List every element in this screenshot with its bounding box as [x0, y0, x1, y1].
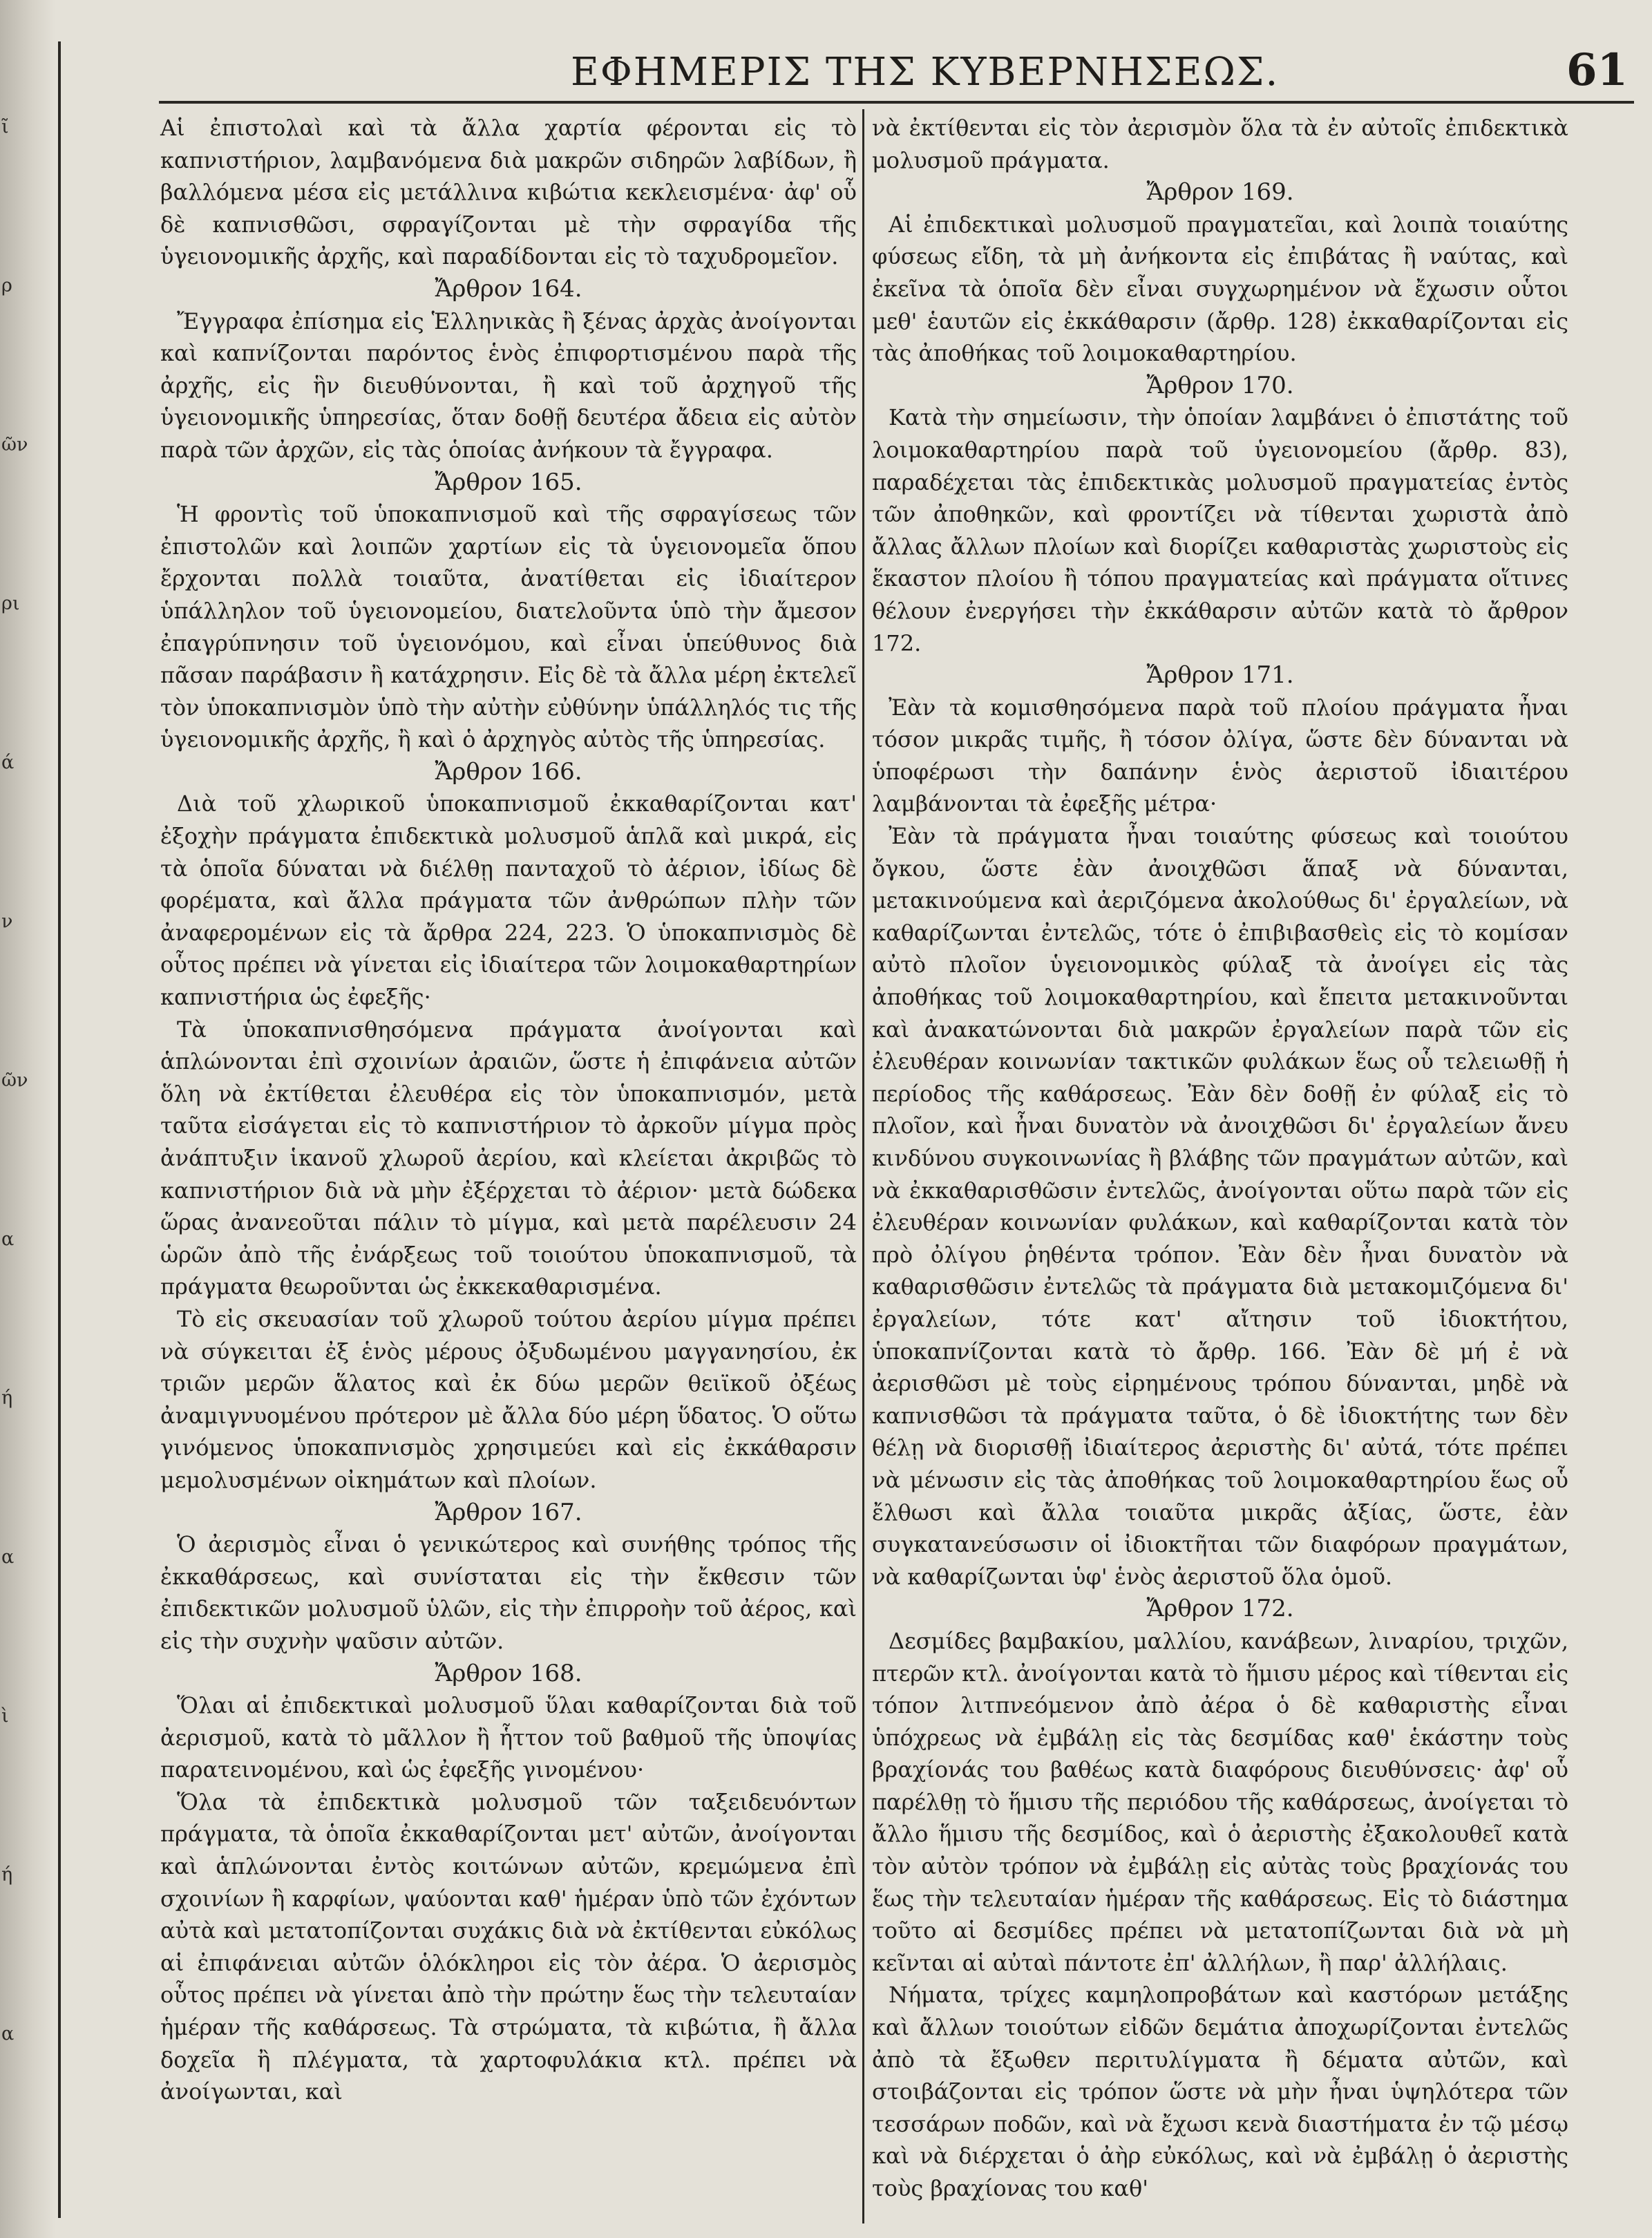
spine-fragment: ά [1, 752, 15, 773]
spine-fragment: ῖ [1, 116, 9, 137]
spine-fragment: α [1, 2023, 15, 2045]
article-heading: Ἄρθρον 171. [1146, 661, 1294, 690]
spine-fragment: ν [1, 911, 13, 932]
article-heading: Ἄρθρον 169. [1146, 178, 1294, 207]
paragraph: Ἔγγραφα ἐπίσημα εἰς Ἑλληνικὰς ἢ ξένας ἀρχὰς ἀνοίγονται καὶ καπνίζονται παρόντος ἑνὸς ἐπιφορτισμένου παρὰ τῆς ἀρχῆς, εἰς ἣν διευθύνονται, ἢ καὶ τοῦ ἀρχηγοῦ τῆς ὑγειονομικῆς ὑπηρεσίας, ὅταν δοθῇ δευτέρα ἄδεια εἰς αὐτὸν παρὰ τῶν ἀρχῶν, εἰς τὰς ὁποίας ἀνήκουν τὰ ἔγγραφα. [160, 307, 857, 463]
article-heading: Ἄρθρον 164. [435, 274, 582, 303]
paragraph: Ὁ ἀερισμὸς εἶναι ὁ γενικώτερος καὶ συνήθης τρόπος τῆς ἐκκαθάρσεως, καὶ συνίσταται εἰς τὴν ἔκθεσιν τῶν ἐπιδεκτικῶν μολυσμοῦ ὑλῶν, εἰς τὴν ἐπιρροὴν τοῦ ἀέρος, καὶ εἰς τὴν συχνὴν ψαῦσιν αὐτῶν. [160, 1531, 857, 1654]
page-number: 61 [1566, 44, 1628, 96]
paragraph: Ὅλα τὰ ἐπιδεκτικὰ μολυσμοῦ τῶν ταξειδευόντων πράγματα, τὰ ὁποῖα ἐκκαθαρίζονται μετ' αὐτῶν, ἀνοίγονται καὶ ἁπλώνονται ἐντὸς κοιτώνων αὐτῶν, κρεμώμενα ἐπὶ σχοινίων ἢ καρφίων, ψαύονται καθ' ἡμέραν ὑπὸ τῶν ἐχόντων αὐτὰ καὶ μετατοπίζονται συχάκις διὰ νὰ ἐκτίθενται εὐκόλως αἱ ἐπιφάνειαι αὐτῶν ὁλόκληροι εἰς τὸν ἀέρα. Ὁ ἀερισμὸς οὗτος πρέπει νὰ γίνεται ἀπὸ τὴν πρώτην ἕως τὴν τελευταίαν ἡμέραν τῆς καθάρσεως. Τὰ στρώματα, τὰ κιβώτια, ἢ ἄλλα δοχεῖα ἢ πλέγματα, τὰ χαρτοφυλάκια κτλ. πρέπει νὰ ἀνοίγωνται, καὶ [160, 1788, 857, 2105]
article-heading: Ἄρθρον 172. [1146, 1595, 1294, 1623]
left-column [160, 112, 857, 2108]
page-title: ΕΦΗΜΕΡΙΣ ΤΗΣ ΚΥΒΕΡΝΗΣΕΩΣ. [571, 50, 1280, 95]
spine-fragment: α [1, 1229, 15, 1250]
spine-fragment: ὶ [1, 1705, 9, 1727]
paragraph: Δεσμίδες βαμβακίου, μαλλίου, κανάβεων, λιναρίου, τριχῶν, πτερῶν κτλ. ἀνοίγονται κατὰ τὸ ἥμισυ μέρος καὶ τίθενται εἰς τόπον λιτπνεόμενον ἀπὸ ἀέρα ὁ δὲ καθαριστὴς εἶναι ὑπόχρεως νὰ ἐμβάλῃ εἰς τὰς δεσμίδας καθ' ἑκάστην τοὺς βραχίονάς του βαθέως κατὰ διαφόρους διευθύνσεις· ἀφ' οὗ παρέλθῃ τὸ ἥμισυ τῆς περιόδου τῆς καθάρσεως, ἀνοίγεται τὸ ἄλλο ἥμισυ τῆς δεσμίδος, καὶ ὁ ἀεριστὴς ἐξακολουθεῖ κατὰ τὸν αὐτὸν τρόπον νὰ ἐμβάλῃ εἰς αὐτὰς τοὺς βραχίονάς του ἕως τὴν τελευταίαν ἡμέραν τῆς καθάρσεως. Εἰς τὸ διάστημα τοῦτο αἱ δεσμίδες πρέπει νὰ μετατοπίζωνται διὰ νὰ μὴ κεῖνται αἱ αὐταὶ πάντοτε ἐπ' ἀλλήλων, ἢ παρ' ἀλλήλαις. [872, 1627, 1568, 1976]
spine-rule [58, 41, 61, 2218]
article-heading: Ἄρθρον 170. [1146, 371, 1294, 399]
spine-fragment: ρ [1, 275, 12, 296]
paragraph: Διὰ τοῦ χλωρικοῦ ὑποκαπνισμοῦ ἐκκαθαρίζονται κατ' ἐξοχὴν πράγματα ἐπιδεκτικὰ μολυσμοῦ ἁπλᾶ καὶ μικρά, εἰς τὰ ὁποῖα δύναται νὰ διέλθῃ πανταχοῦ τὸ ἀέριον, ἰδίως δὲ φορέματα, καὶ ἄλλα πράγματα τῶν ἀνθρώπων πλὴν τῶν ἀναφερομένων εἰς τὰ ἄρθρα 224, 223. Ὁ ὑποκαπνισμὸς δὲ οὗτος πρέπει νὰ γίνεται εἰς ἰδιαίτερα τῶν λοιμοκαθαρτηρίων καπνιστήρια ὡς ἐφεξῆς· [160, 790, 857, 1011]
article-heading: Ἄρθρον 167. [435, 1498, 582, 1526]
spine-fragment: α [1, 1546, 15, 1568]
book-spine [0, 0, 55, 2238]
page-header [66, 35, 1635, 101]
spine-fragment: ῶν [1, 434, 28, 455]
article-heading: Ἄρθρον 165. [435, 468, 582, 496]
paragraph: Ἡ φροντὶς τοῦ ὑποκαπνισμοῦ καὶ τῆς σφραγίσεως τῶν ἐπιστολῶν καὶ λοιπῶν χαρτίων εἰς τὰ ὑγειονομεῖα ὅπου ἔρχονται πολλὰ τοιαῦτα, ἀνατίθεται εἰς ἰδιαίτερον ὑπάλληλον τοῦ ὑγειονομείου, διατελοῦντα ὑπὸ τὴν ἄμεσον ἐπαγρύπνησιν τοῦ ὑγειονόμου, καὶ εἶναι ὑπεύθυνος διὰ πᾶσαν παράβασιν ἢ κατάχρησιν. Εἰς δὲ τὰ ἄλλα μέρη ἐκτελεῖ τὸν ὑποκαπνισμὸν ὑπὸ τὴν αὐτὴν εὐθύνην ὑπάλληλός τις τῆς ὑγειονομικῆς ἀρχῆς, ἢ καὶ ὁ ἀρχηγὸς αὐτὸς τῆς ὑπηρεσίας. [160, 501, 857, 753]
paragraph: νὰ ἐκτίθενται εἰς τὸν ἀερισμὸν ὅλα τὰ ἐν αὐτοῖς ἐπιδεκτικὰ μολυσμοῦ πράγματα. [872, 115, 1568, 173]
paragraph: Νήματα, τρίχες καμηλοπροβάτων καὶ καστόρων μετάξης καὶ ἄλλων τοιούτων εἰδῶν δεμάτια ἀποχωρίζονται ἐντελῶς ἀπὸ τὰ ἔξωθεν περιτυλίγματα ἢ δέματα αὐτῶν, καὶ στοιβάζονται εἰς τρόπον ὥστε νὰ μὴν ἦναι ὑψηλότερα τῶν τεσσάρων ποδῶν, καὶ νὰ ἔχωσι κενὰ διαστήματα ἐν τῷ μέσῳ καὶ νὰ διέρχεται ὁ ἀὴρ εὐκόλως, καὶ νὰ ἐμβάλῃ ὁ ἀεριστὴς τοὺς βραχίονας του καθ' [872, 1982, 1568, 2201]
paragraph: Ὅλαι αἱ ἐπιδεκτικαὶ μολυσμοῦ ὕλαι καθαρίζονται διὰ τοῦ ἀερισμοῦ, κατὰ τὸ μᾶλλον ἢ ἧττον τοῦ βαθμοῦ τῆς ὑποψίας παρατεινομένου, καὶ ὡς ἐφεξῆς γινομένου· [160, 1692, 857, 1783]
paragraph: Τὸ εἰς σκευασίαν τοῦ χλωροῦ τούτου ἀερίου μίγμα πρέπει νὰ σύγκειται ἐξ ἑνὸς μέρους ὀξυδωμένου μαγγανησίου, ἐκ τριῶν μερῶν ἅλατος καὶ ἐκ δύω μερῶν θειϊκοῦ ὀξέως ἀναμιγνυομένου πρότερον μὲ ἄλλα δύο μέρη ὕδατος. Ὁ οὕτω γινόμενος ὑποκαπνισμὸς χρησιμεύει καὶ εἰς ἐκκάθαρσιν μεμολυσμένων οἰκημάτων καὶ πλοίων. [160, 1305, 857, 1493]
paragraph: Ἐὰν τὰ πράγματα ἦναι τοιαύτης φύσεως καὶ τοιούτου ὄγκου, ὥστε ἐὰν ἀνοιχθῶσι ἅπαξ νὰ δύνανται, μετακινούμενα καὶ ἀεριζόμενα ἀκολούθως δι' ἐργαλείων, νὰ καθαρίζωνται ἐντελῶς, τότε ὁ ἐπιβιβασθεὶς εἰς τὸ κομίσαν αὐτὸ πλοῖον ὑγειονομικὸς φύλαξ τὰ ἀνοίγει εἰς τὰς ἀποθήκας τοῦ λοιμοκαθαρτηρίου, καὶ ἔπειτα μετακινοῦνται καὶ ἀνακατώνονται διὰ μακρῶν ἐργαλείων παρὰ τῶν εἰς ἐλευθέραν κοινωνίαν τακτικῶν φυλάκων ἕως οὗ τελειωθῇ ἡ περίοδος τῆς καθάρσεως. Ἐὰν δὲν δοθῇ ἐν φύλαξ εἰς τὸ πλοῖον, καὶ ἦναι δυνατὸν νὰ ἀνοιχθῶσι δι' ἐργαλείων ἄνευ κινδύνου συγκοινωνίας ἢ βλάβης τῶν πραγμάτων αὐτῶν, καὶ νὰ ἐκκαθαρισθῶσιν ἐντελῶς, ἀνοίγονται οὕτω παρὰ τῶν εἰς ἐλευθέραν κοινωνίαν φυλάκων, καὶ καθαρίζονται κατὰ τὸν πρὸ ὀλίγου ῥηθέντα τρόπον. Ἐὰν δὲν ἦναι δυνατὸν νὰ καθαρισθῶσιν ἐντελῶς τὰ πράγματα διὰ μετακομιζόμενα δι' ἐργαλείων, τότε κατ' αἴτησιν τοῦ ἰδιοκτήτου, ὑποκαπνίζονται κατὰ τὸ ἄρθρ. 166. Ἐὰν δὲ μή ἐ νὰ ἀερισθῶσι μὲ τοὺς εἰρημένους τρόπου δύνανται, μηδὲ νὰ καπνισθῶσι τὰ πράγματα ταῦτα, ὁ δὲ ἰδιοκτήτης των δὲν θέλῃ νὰ διορισθῇ ἰδιαίτερος ἀεριστὴς δι' αὐτά, τότε πρέπει νὰ μένωσιν εἰς τὰς ἀποθήκας τοῦ λοιμοκαθαρτηρίου ἕως οὗ ἔλθωσι καὶ ἄλλα τοιαῦτα μικρᾶς ἀξίας, ὥστε, ἐὰν συγκατανεύσωσιν οἱ ἰδιοκτῆται τῶν διαφόρων πραγμάτων, νὰ καθαρίζωνται ὑφ' ἑνὸς ἀεριστοῦ ὅλα ὁμοῦ. [872, 823, 1568, 1590]
paragraph: Αἱ ἐπιστολαὶ καὶ τὰ ἄλλα χαρτία φέρονται εἰς τὸ καπνιστήριον, λαμβανόμενα διὰ μακρῶν σιδηρῶν λαβίδων, ἢ βαλλόμενα μέσα εἰς μετάλλινα κιβώτια κεκλεισμένα· ἀφ' οὗ δὲ καπνισθῶσι, σφραγίζονται μὲ τὴν σφραγίδα τῆς ὑγειονομικῆς ἀρχῆς, καὶ παραδίδονται εἰς τὸ ταχυδρομεῖον. [160, 115, 857, 270]
paragraph: Τὰ ὑποκαπνισθησόμενα πράγματα ἀνοίγονται καὶ ἁπλώνονται ἐπὶ σχοινίων ἀραιῶν, ὥστε ἡ ἐπιφάνεια αὐτῶν ὅλη νὰ ἐκτίθεται ἐλευθέρα εἰς τὸν ὑποκαπνισμόν, μετὰ ταῦτα εἰσάγεται εἰς τὸ καπνιστήριον τὸ ἀρκοῦν μίγμα πρὸς ἀνάπτυξιν ἱκανοῦ χλωροῦ ἀερίου, καὶ κλείεται ἀκριβῶς τὸ καπνιστήριον διὰ νὰ μὴν ἐξέρχεται τὸ ἀέριον· μετὰ δώδεκα ὥρας ἀνανεοῦται πάλιν τὸ μίγμα, καὶ μετὰ παρέλευσιν 24 ὡρῶν ἀπὸ τῆς ἐνάρξεως τοῦ τοιούτου ὑποκαπνισμοῦ, τὰ πράγματα θεωροῦνται ὡς ἐκκεκαθαρισμένα. [160, 1016, 857, 1300]
spine-fragment: ή [1, 1864, 13, 1886]
spine-fragment: ρι [1, 593, 20, 614]
paragraph: Ἐὰν τὰ κομισθησόμενα παρὰ τοῦ πλοίου πράγματα ἦναι τόσον μικρᾶς τιμῆς, ἢ τόσον ὀλίγα, ὥστε δὲν δύνανται νὰ ὑποφέρωσι τὴν δαπάνην ἑνὸς ἀεριστοῦ ἰδιαιτέρου λαμβάνονται τὰ ἐφεξῆς μέτρα· [872, 694, 1568, 817]
paragraph: Αἱ ἐπιδεκτικαὶ μολυσμοῦ πραγματεῖαι, καὶ λοιπὰ τοιαύτης φύσεως εἴδη, τὰ μὴ ἀνήκοντα εἰς ἐπιβάτας ἢ ναύτας, καὶ ἐκεῖνα τὰ ὁποῖα δὲν εἶναι συγχωρημένον νὰ ἔχωσιν οὗτοι μεθ' ἑαυτῶν εἰς ἐκκάθαρσιν (ἄρθρ. 128) ἐκκαθαρίζονται εἰς τὰς ἀποθήκας τοῦ λοιμοκαθαρτηρίου. [872, 211, 1568, 367]
column-divider [862, 109, 864, 2223]
spine-fragment: ή [1, 1387, 13, 1409]
paragraph: Κατὰ τὴν σημείωσιν, τὴν ὁποίαν λαμβάνει ὁ ἐπιστάτης τοῦ λοιμοκαθαρτηρίου παρὰ τοῦ ὑγειονομείου (ἄρθρ. 83), παραδέχεται τὰς ἐπιδεκτικὰς μολυσμοῦ πραγματείας ἐντὸς τῶν ἀποθηκῶν, καὶ φροντίζει νὰ τίθενται χωριστὰ ἀπὸ ἄλλας ἄλλων πλοίων καὶ διορίζει καθαριστὰς χωριστοὺς εἰς ἕκαστον πλοίου ἢ τόπου πραγματείας καὶ πράγματα οἵτινες θέλουν ἐνεργήσει τὴν ἐκκάθαρσιν αὐτῶν κατὰ τὸ ἄρθρον 172. [872, 404, 1568, 656]
header-rule [159, 101, 1634, 104]
article-heading: Ἄρθρον 168. [435, 1659, 582, 1687]
right-column [872, 112, 1568, 2205]
spine-fragment: ῶν [1, 1070, 28, 1091]
article-heading: Ἄρθρον 166. [435, 757, 582, 786]
